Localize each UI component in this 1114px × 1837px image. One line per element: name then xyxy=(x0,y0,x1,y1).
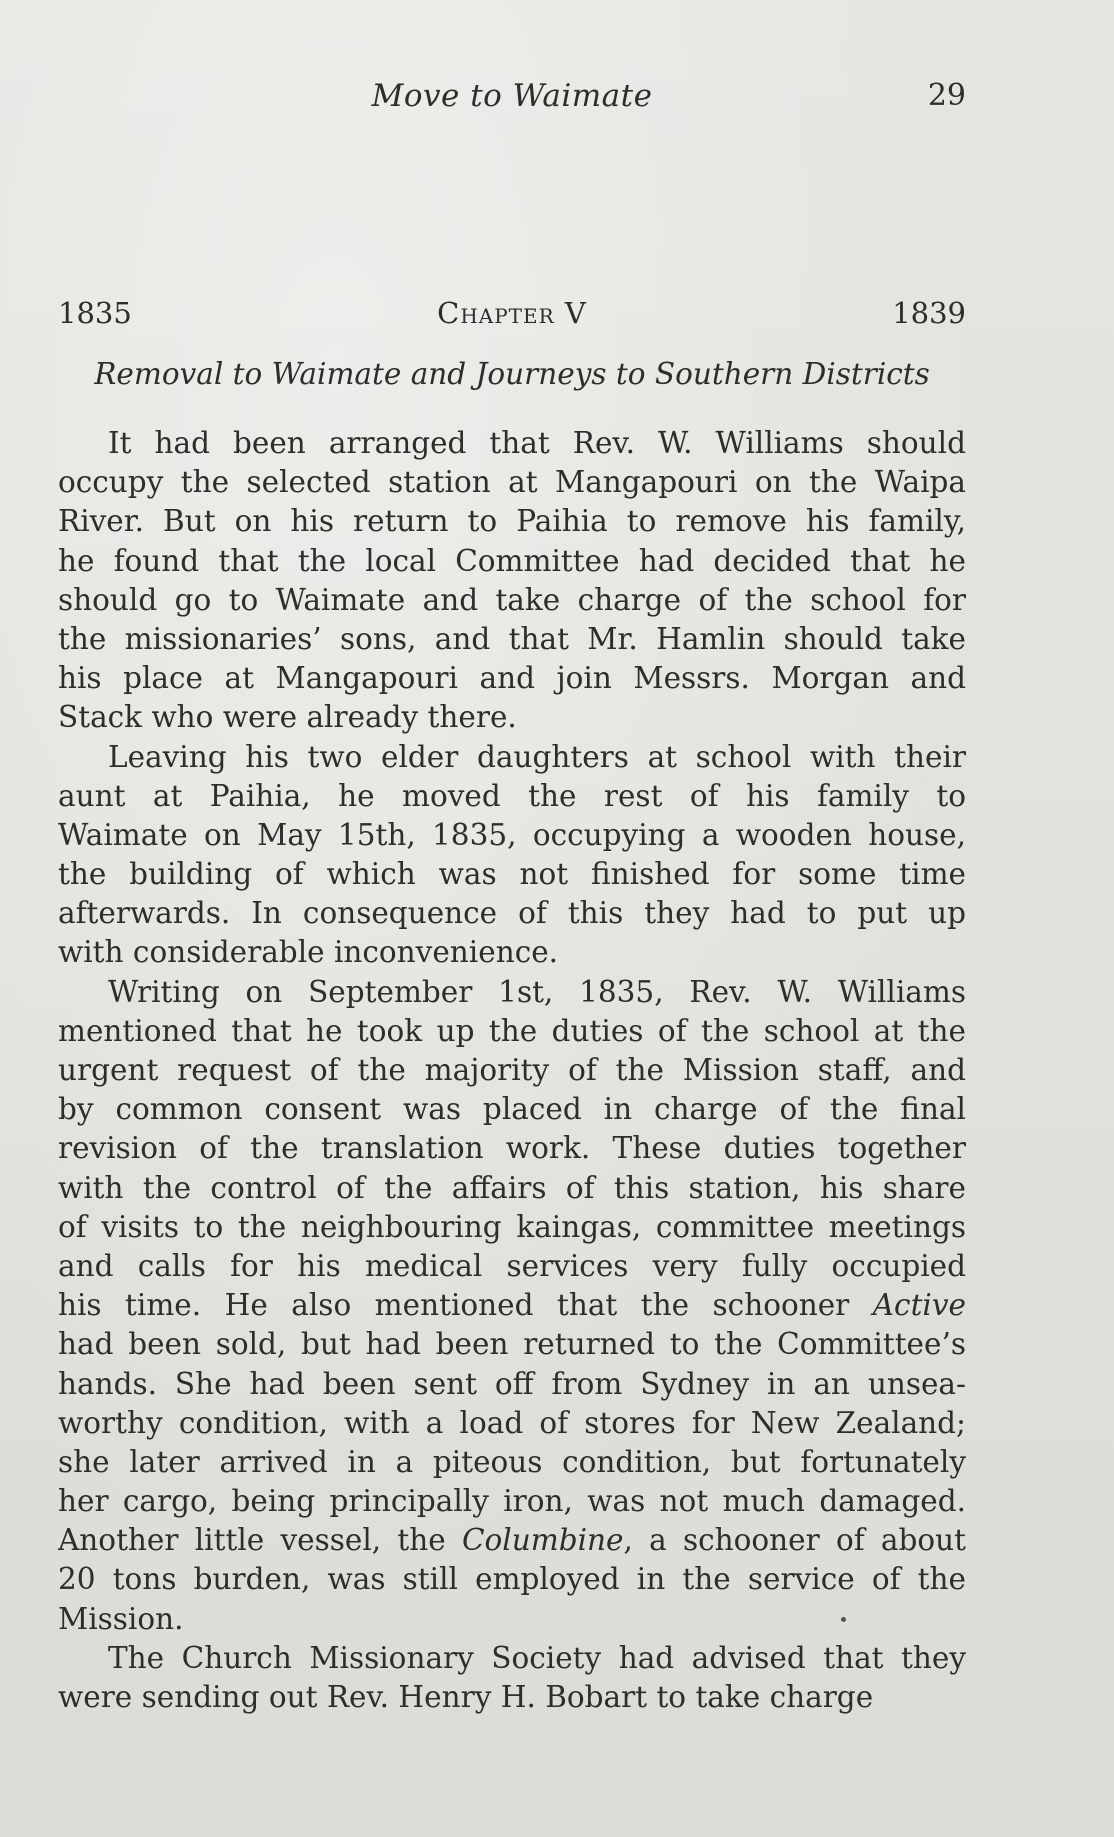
ship-name: Active xyxy=(872,1288,966,1323)
text-line: should go to Waimate and take charge of the school for xyxy=(58,582,966,617)
page-number: 29 xyxy=(927,78,966,113)
text-line: Another little vessel, the Columbine, a schooner of about xyxy=(58,1523,966,1558)
chapter-year-end: 1839 xyxy=(892,296,966,330)
text-line: he found that the local Committee had decided that he xyxy=(58,543,966,578)
text-line: had been sold, but had been returned to the Committee’s xyxy=(58,1327,966,1362)
ship-name: Columbine xyxy=(461,1523,624,1558)
body-text xyxy=(58,424,966,1717)
text-line: occupy the selected station at Mangapouri on the Waipa xyxy=(58,465,966,500)
chapter-title: Chapter V xyxy=(437,296,587,330)
text-line: Waimate on May 15th, 1835, occupying a wooden house, xyxy=(58,817,966,852)
text-line: River. But on his return to Paihia to remove his family, xyxy=(58,504,966,539)
text-line: the missionaries’ sons, and that Mr. Hamlin should take xyxy=(58,621,966,656)
text-line: by common consent was placed in charge of the final xyxy=(58,1092,966,1127)
text-line: Leaving his two elder daughters at school with their xyxy=(108,739,966,774)
text-line: his place at Mangapouri and join Messrs. Morgan and xyxy=(58,661,966,696)
running-title: Move to Waimate xyxy=(371,78,653,114)
text-line: with considerable inconvenience. xyxy=(58,935,559,970)
ink-speck xyxy=(841,1617,846,1622)
text-line: urgent request of the majority of the Mission staff, and xyxy=(58,1053,966,1087)
text-line: of visits to the neighbouring kaingas, committee meetings xyxy=(58,1209,966,1244)
chapter-year-start: 1835 xyxy=(58,296,132,330)
text-line: and calls for his medical services very fully occupied xyxy=(58,1248,966,1283)
text-line: his time. He also mentioned that the schooner Active xyxy=(58,1288,966,1323)
text-line: worthy condition, with a load of stores for New Zealand; xyxy=(58,1405,966,1440)
text-line: 20 tons burden, was still employed in the service of the xyxy=(58,1562,966,1597)
text-line: hands. She had been sent off from Sydney in an unsea- xyxy=(58,1366,966,1401)
text-line: Writing on September 1st, 1835, Rev. W. Williams xyxy=(108,974,966,1009)
running-head xyxy=(58,78,966,122)
text-line: mentioned that he took up the duties of the school at the xyxy=(58,1013,966,1048)
text-line: the building of which was not finished for some time xyxy=(58,857,966,892)
chapter-heading xyxy=(58,296,966,336)
text-line: were sending out Rev. Henry H. Bobart to take charge xyxy=(58,1680,874,1714)
text-line: she later arrived in a piteous condition, but fortunately xyxy=(58,1444,966,1479)
text-line: Mission. xyxy=(58,1601,184,1636)
text-line: revision of the translation work. These duties together xyxy=(58,1131,966,1166)
text-line: Stack who were already there. xyxy=(58,700,517,735)
text-line: with the control of the affairs of this station, his share xyxy=(58,1170,966,1205)
text-line: her cargo, being principally iron, was not much damaged. xyxy=(58,1484,966,1519)
text-line: It had been arranged that Rev. W. Williams should xyxy=(108,426,966,460)
text-line: afterwards. In consequence of this they had to put up xyxy=(58,896,966,931)
text-line: The Church Missionary Society had advised that they xyxy=(108,1640,966,1675)
chapter-subtitle: Removal to Waimate and Journeys to Southern Districts xyxy=(94,357,930,391)
text-line: aunt at Paihia, he moved the rest of his family to xyxy=(58,778,966,813)
